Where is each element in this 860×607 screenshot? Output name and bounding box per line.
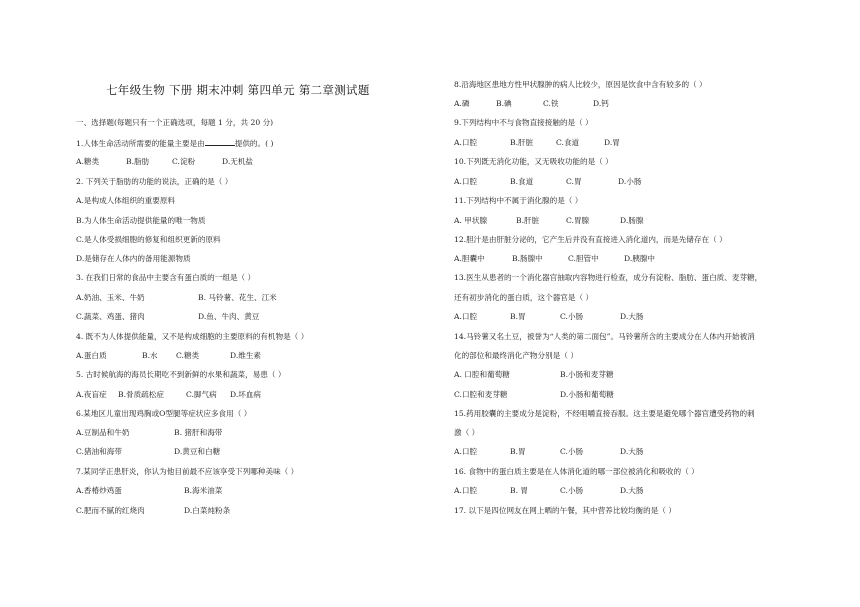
page-title: 七年级生物 下册 期末冲刺 第四单元 第二章测试题 (106, 83, 370, 97)
option: D.坏血病 (230, 390, 262, 399)
option: A.蛋白质 (76, 351, 107, 360)
question-1: 1.人体生命活动所需要的能量主要是由 提供的。( ) (76, 139, 274, 148)
option: A.夜盲症 (76, 390, 107, 399)
option: D.小肠 (618, 177, 642, 186)
option: A.香椿炒鸡蛋 (76, 486, 122, 495)
question-3-options (76, 293, 277, 303)
question-7: 7.某同学正患肝炎，你认为他目前最不应该享受下列哪种美味（ ） (76, 467, 299, 476)
question-17: 17. 以下是四位网友在网上晒的午餐，其中营养比较均衡的是（ ） (454, 506, 676, 515)
option: C.胆管中 (568, 254, 599, 263)
option: D.胃 (604, 138, 620, 147)
option: D.小肠和葡萄糖 (560, 390, 614, 399)
option: C.脚气病 (186, 390, 217, 399)
question-16: 16. 食物中的蛋白质主要是在人体消化道的哪一部位被消化和吸收的（ ） (454, 467, 699, 476)
option: C.猪油和海带 (76, 447, 122, 456)
question-1-options (76, 157, 253, 167)
question-14: 14.马铃薯又名土豆，被誉为“人类的第二面包”。马铃薯所含的主要成分在人体内开始被消 (454, 332, 755, 341)
question-14-cont: 化的部位和最终消化产物分别是（ ） (454, 351, 578, 360)
option: D.肠腺 (620, 216, 644, 225)
option: D.钙 (593, 99, 609, 108)
option: B. 马铃薯、花生、江米 (198, 293, 277, 302)
option: C.淀粉 (172, 157, 196, 166)
option: C.是人体受损细胞的修复和组织更新的原料 (76, 235, 221, 244)
option: B.肝脏 (516, 216, 540, 225)
question-8: 8.沿海地区患地方性甲状腺肿的病人比较少，原因是饮食中含有较多的（ ） (454, 80, 707, 89)
question-13-options (454, 312, 643, 322)
question-9-options (454, 138, 620, 148)
question-6-options (76, 428, 222, 438)
question-2: 2. 下列关于脂肪的功能的说法，正确的是（ ） (76, 177, 233, 186)
option: B.碘 (496, 99, 512, 108)
option: B.食道 (510, 177, 534, 186)
question-15-options (454, 447, 643, 457)
option: A. 甲状腺 (454, 216, 488, 225)
option: D.是储存在人体内的备用能源物质 (76, 254, 191, 263)
option: C.小肠 (560, 447, 584, 456)
question-11-options (454, 216, 643, 226)
option: A.口腔 (454, 312, 478, 321)
option: D.无机盐 (222, 157, 254, 166)
question-4: 4. 既不为人体提供能量，又不是构成细胞的主要原料的有机物是（ ） (76, 332, 309, 341)
option: B.水 (142, 351, 158, 360)
option: A. 口腔和葡萄糖 (454, 370, 510, 379)
option: C.食道 (556, 138, 580, 147)
question-7-options (76, 486, 222, 496)
question-15: 15.药用胶囊的主要成分是淀粉，不经咀嚼直接吞服。这主要是避免哪个器官遭受药物的刺 (454, 409, 755, 418)
option: A.胆囊中 (454, 254, 485, 263)
question-11: 11.下列结构中不属于消化腺的是（ ） (454, 196, 583, 205)
question-14-options (454, 370, 614, 380)
option: B. 胃 (510, 486, 529, 495)
option: C.糖类 (176, 351, 200, 360)
option: A.是构成人体组织的重要原料 (76, 196, 176, 205)
option: B.小肠和麦芽糖 (560, 370, 614, 379)
option: C.蔬菜、鸡蛋、猪肉 (76, 312, 145, 321)
question-14-options (454, 390, 614, 400)
option: A.糖类 (76, 157, 100, 166)
question-9: 9.下列结构中不与食物直接接触的是（ ） (454, 118, 593, 127)
option: A.磷 (454, 99, 470, 108)
option: D.白菜炖粉条 (184, 506, 231, 515)
option: C.胃 (566, 177, 582, 186)
question-5-options (76, 390, 261, 400)
option: C.小肠 (560, 486, 584, 495)
option: A.豆制品和牛奶 (76, 428, 130, 437)
section-heading: 一、选择题(每题只有一个正确选项，每题 1 分，共 20 分) (76, 118, 274, 127)
question-10: 10.下列既无消化功能，又无吸收功能的是（ ） (454, 157, 613, 166)
option: D.大肠 (620, 447, 644, 456)
question-16-options (454, 486, 643, 496)
question-10-options (454, 177, 641, 187)
option: B.胃 (510, 312, 526, 321)
option: D.维生素 (230, 351, 262, 360)
option: B.肠腺中 (512, 254, 543, 263)
option: D.黄豆和白糖 (174, 447, 221, 456)
question-3: 3. 在我们日常的食品中主要含有蛋白质的一组是（ ） (76, 273, 256, 282)
answer-blank (205, 138, 235, 146)
question-3-options (76, 312, 259, 322)
option: A.口腔 (454, 447, 478, 456)
question-13-cont: 还有初步消化的蛋白质，这个器官是（ ） (454, 293, 594, 302)
option: D.大肠 (620, 486, 644, 495)
option: B.肝脏 (510, 138, 534, 147)
option: C.肥而不腻的红烧肉 (76, 506, 145, 515)
question-4-options (76, 351, 261, 361)
question-7-options (76, 506, 230, 516)
question-5: 5. 古时候航海的海员长期吃不到新鲜的水果和蔬菜，易患（ ） (76, 370, 286, 379)
option: A.口腔 (454, 177, 478, 186)
question-12-options (454, 254, 655, 264)
option: A.奶油、玉米、牛奶 (76, 293, 145, 302)
option: B.胃 (510, 447, 526, 456)
question-8-options (454, 99, 609, 109)
option: B.脂肪 (126, 157, 150, 166)
option: A.口腔 (454, 138, 478, 147)
option: D.大肠 (620, 312, 644, 321)
question-13: 13.医生从患者的一个消化器官抽取内容物进行检查，成分有淀粉、脂肪、蛋白质、麦芽糖， (454, 273, 763, 282)
option: B.海米油菜 (184, 486, 223, 495)
question-12: 12.胆汁是由肝脏分泌的，它产生后并没有直接进入消化道内，而是先储存在（ ） (454, 235, 727, 244)
option: C.小肠 (560, 312, 584, 321)
question-6: 6.某地区儿童出现鸡胸或O型腿等症状应多食用（ ） (76, 409, 252, 418)
question-15-cont: 激（ ） (454, 428, 480, 437)
option: A.口腔 (454, 486, 478, 495)
option: B.骨质疏松症 (118, 390, 164, 399)
option: C.铁 (543, 99, 559, 108)
option: C.胃腺 (566, 216, 590, 225)
option: D.胰腺中 (624, 254, 656, 263)
option: D.鱼、牛肉、黄豆 (198, 312, 260, 321)
option: B.为人体生命活动提供能量的唯一物质 (76, 216, 206, 225)
question-6-options (76, 447, 220, 457)
option: C.口腔和麦芽糖 (454, 390, 508, 399)
option: B. 猪肝和海带 (174, 428, 223, 437)
